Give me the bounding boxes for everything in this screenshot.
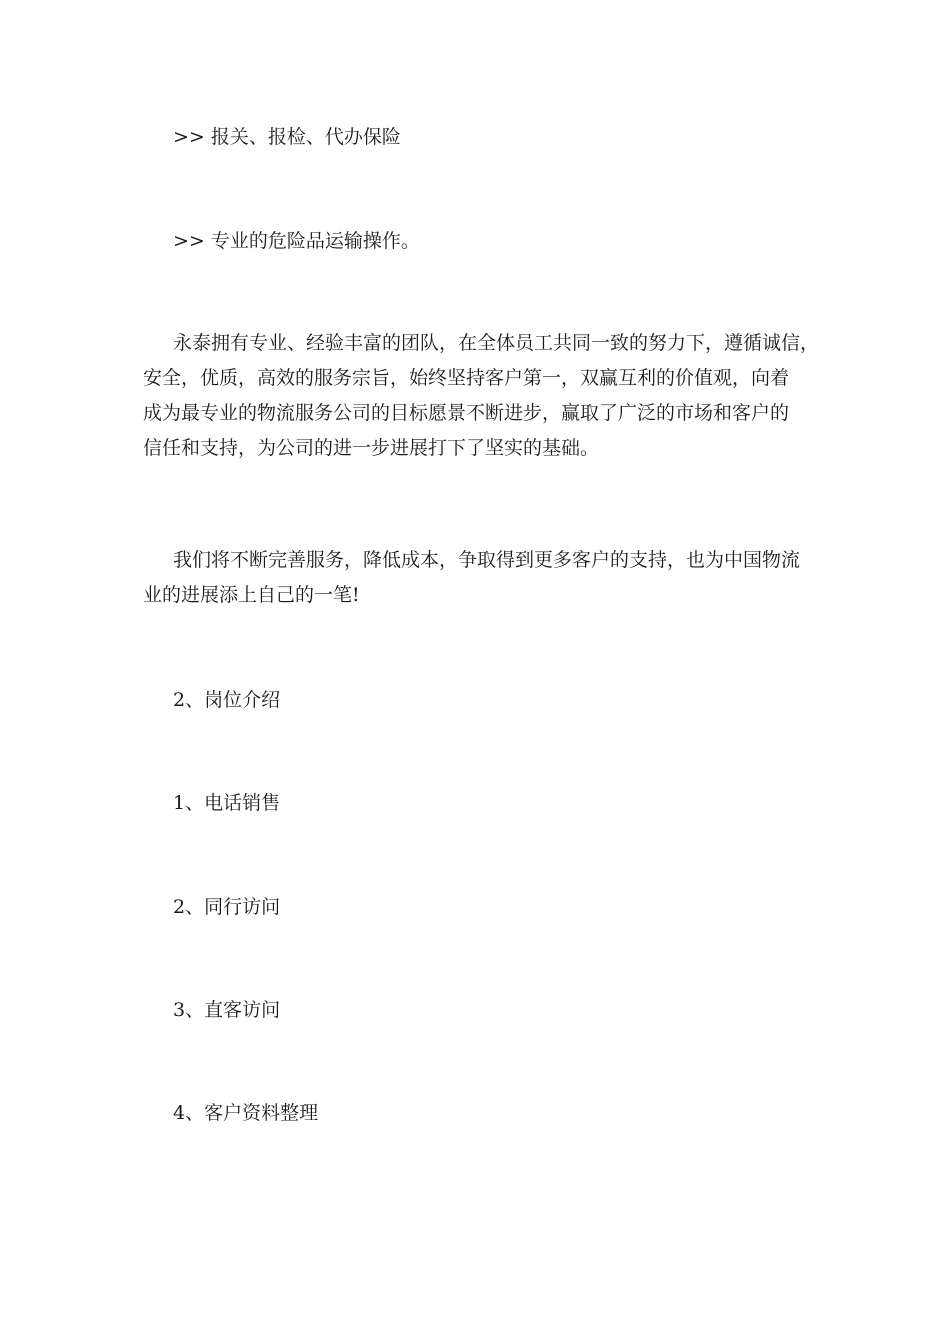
section-heading-position-intro: 2、岗位介绍	[173, 689, 281, 711]
paragraph-line: 永泰拥有专业、经验丰富的团队，在全体员工共同一致的努力下，遵循诚信，	[173, 332, 820, 354]
paragraph-line: 成为最专业的物流服务公司的目标愿景不断进步，赢取了广泛的市场和客户的	[143, 402, 790, 424]
paragraph-line: 我们将不断完善服务，降低成本，争取得到更多客户的支持，也为中国物流	[173, 549, 801, 571]
duty-item-client-data-organizing: 4、客户资料整理	[173, 1102, 319, 1124]
paragraph-line: 业的进展添上自己的一笔!	[143, 584, 360, 606]
paragraph-line: 安全，优质，高效的服务宗旨，始终坚持客户第一，双赢互利的价值观，向着	[143, 367, 790, 389]
paragraph-company-intro	[143, 326, 823, 466]
bullet-customs-insurance: >> 报关、报检、代办保险	[173, 126, 401, 148]
paragraph-line: 信任和支持，为公司的进一步进展打下了坚实的基础。	[143, 437, 600, 459]
bullet-hazardous-transport: >> 专业的危险品运输操作。	[173, 230, 420, 252]
duty-item-phone-sales: 1、电话销售	[173, 792, 281, 814]
duty-item-peer-visits: 2、同行访问	[173, 896, 281, 918]
duty-item-direct-client-visits: 3、直客访问	[173, 999, 281, 1021]
paragraph-commitment	[143, 543, 823, 613]
